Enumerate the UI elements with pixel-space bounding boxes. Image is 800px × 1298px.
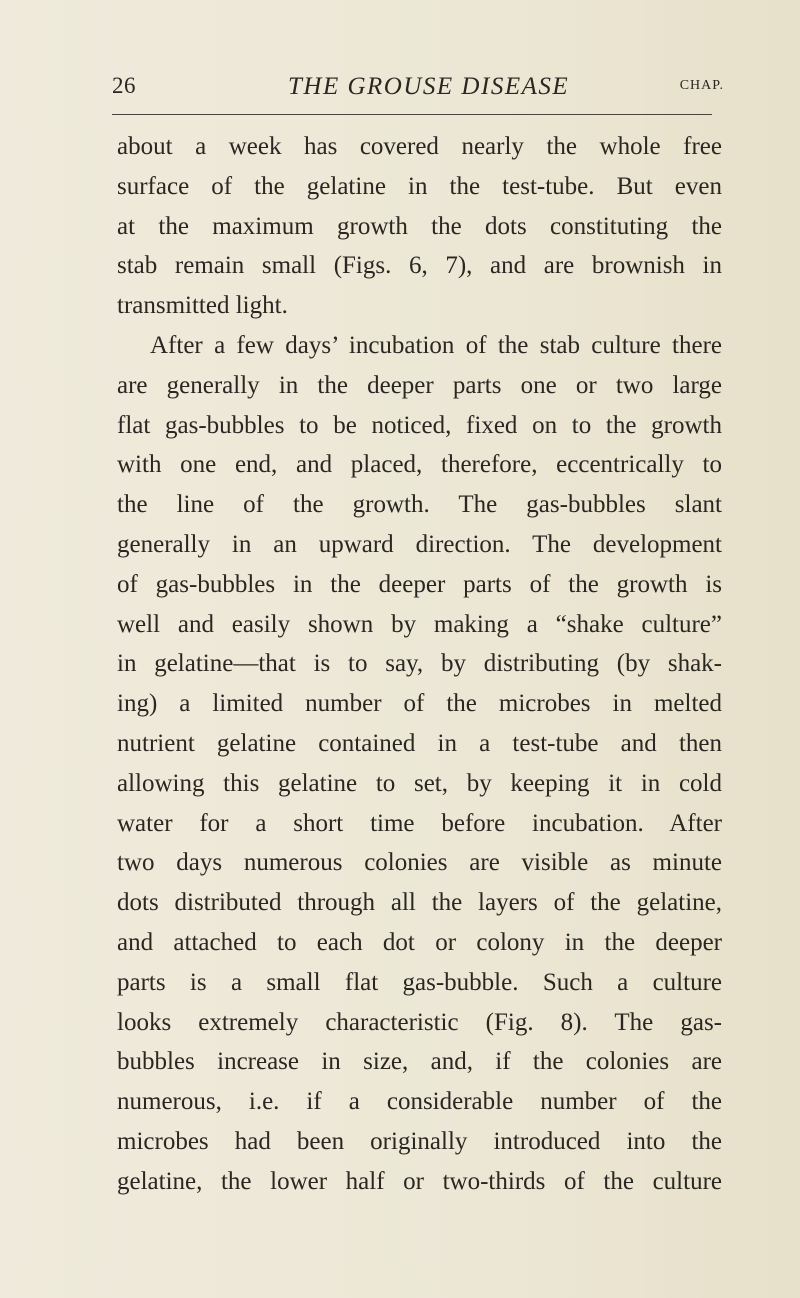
body-text: [117, 127, 722, 1202]
text-line: water for a short time before incubation. After: [117, 809, 722, 837]
text-line: numerous, i.e. if a considerable number of the: [117, 1088, 722, 1116]
text-line: about a week has covered nearly the whole free: [117, 133, 722, 160]
running-title: THE GROUSE DISEASE: [288, 73, 570, 100]
page-number: 26: [112, 73, 136, 98]
text-line: allowing this gelatine to set, by keeping it in cold: [117, 769, 722, 797]
text-line: at the maximum growth the dots constituting the: [117, 212, 722, 240]
text-line: generally in an upward direction. The development: [117, 530, 722, 558]
text-line: parts is a small flat gas-bubble. Such a culture: [117, 968, 722, 996]
text-line: well and easily shown by making a “shake culture”: [117, 610, 722, 638]
text-line: bubbles increase in size, and, if the colonies are: [117, 1048, 722, 1076]
text-line: After a few days’ incubation of the stab culture there: [150, 331, 722, 359]
text-line: and attached to each dot or colony in the deeper: [117, 928, 722, 956]
text-line: two days numerous colonies are visible as minute: [117, 849, 722, 877]
text-line: of gas-bubbles in the deeper parts of the growth is: [117, 570, 722, 598]
text-line: flat gas-bubbles to be noticed, fixed on to the growth: [117, 411, 722, 439]
text-line: gelatine, the lower half or two-thirds of the culture: [117, 1167, 722, 1195]
text-line: stab remain small (Figs. 6, 7), and are brownish in: [117, 252, 722, 280]
text-line: in gelatine—that is to say, by distributing (by shak-: [117, 650, 722, 678]
text-line: transmitted light.: [117, 292, 288, 320]
text-line: looks extremely characteristic (Fig. 8). The gas-: [117, 1008, 722, 1036]
text-line: ing) a limited number of the microbes in melted: [117, 690, 722, 718]
text-line: dots distributed through all the layers of the gelatine,: [117, 889, 722, 917]
text-line: microbes had been originally introduced into the: [117, 1127, 722, 1155]
text-line: surface of the gelatine in the test-tube. But even: [117, 172, 722, 200]
chapter-mark: CHAP.: [679, 78, 724, 93]
text-line: the line of the growth. The gas-bubbles slant: [117, 491, 722, 519]
header-rule: [112, 114, 712, 115]
running-head: [112, 73, 724, 103]
text-line: with one end, and placed, therefore, eccentrically to: [117, 451, 722, 479]
text-line: nutrient gelatine contained in a test-tube and then: [117, 729, 722, 757]
text-line: are generally in the deeper parts one or two large: [117, 371, 722, 399]
